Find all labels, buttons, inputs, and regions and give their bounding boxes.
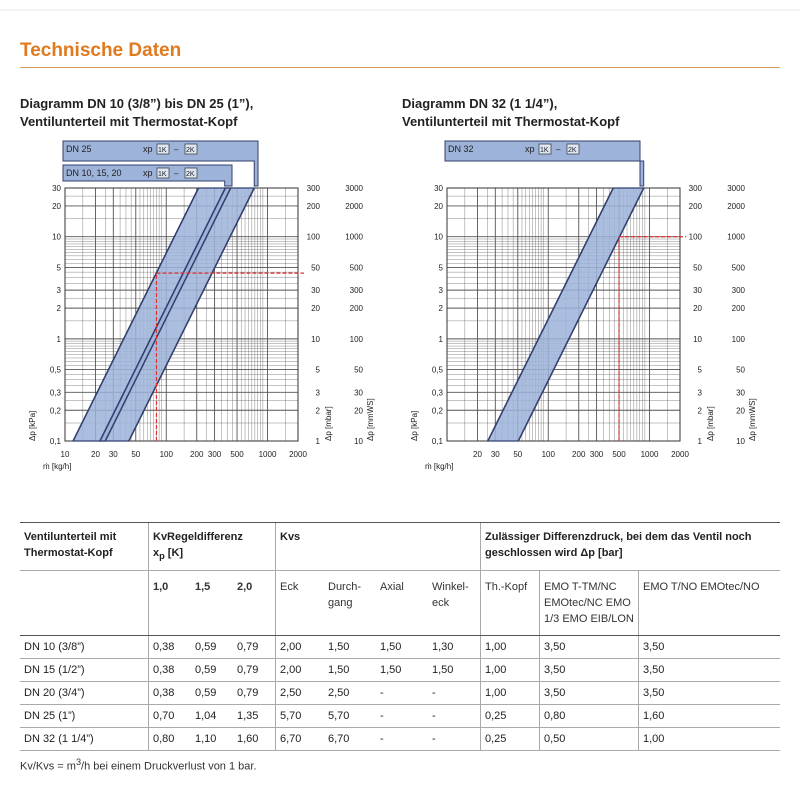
top-divider xyxy=(0,9,800,11)
diagram-2-title xyxy=(402,95,619,131)
legend-2k: 2K xyxy=(186,147,195,154)
legend-item xyxy=(63,165,232,186)
x-tick: 1000 xyxy=(258,450,277,459)
th-kv-line1: KvRegeldifferenz xyxy=(153,531,243,543)
y-tick-mmws: 100 xyxy=(731,334,745,344)
diagram-1-title-line1: Diagramm DN 10 (3/8”) bis DN 25 (1”), xyxy=(20,96,254,111)
y-tick-mbar: 100 xyxy=(688,232,702,242)
y-tick-kpa: 3 xyxy=(438,286,443,296)
cell-emo2: 3,50 xyxy=(639,659,781,682)
y-tick-kpa: 20 xyxy=(434,201,443,211)
y-axis-label-mbar: Δp [mbar] xyxy=(324,406,333,441)
y-tick-mbar: 20 xyxy=(311,304,320,314)
y-tick-mmws: 30 xyxy=(736,388,745,398)
sub-emo1: EMO T-TM/NC EMOtec/NC EMO 1/3 EMO EIB/LON xyxy=(540,571,639,636)
x-tick: 300 xyxy=(207,450,222,459)
diagram-1-title-line2: Ventilunterteil mit Thermostat-Kopf xyxy=(20,114,238,129)
y-axis-label-kpa: Δp [kPa] xyxy=(410,410,419,441)
legend-label: DN 10, 15, 20 xyxy=(66,168,122,178)
y-tick-kpa: 10 xyxy=(434,232,443,242)
cell-emo1: 3,50 xyxy=(540,636,639,659)
x-tick: 30 xyxy=(490,450,500,459)
band-edge-0 xyxy=(105,188,230,441)
y-tick-kpa: 20 xyxy=(52,201,61,211)
diagram-2-title-line1: Diagramm DN 32 (1 1/4”), xyxy=(402,96,558,111)
cell-name: DN 32 (1 1/4”) xyxy=(20,728,149,751)
y-tick-mmws: 100 xyxy=(349,334,363,344)
th-kv-sub: p xyxy=(159,551,165,562)
table-body xyxy=(20,636,780,751)
y-tick-mbar: 300 xyxy=(688,184,702,193)
y-tick-mmws: 300 xyxy=(731,286,745,296)
x-tick: 300 xyxy=(589,450,604,459)
table-row xyxy=(20,728,780,751)
y-tick-mmws: 300 xyxy=(349,286,363,296)
y-tick-mmws: 20 xyxy=(354,406,363,416)
cell-winkel: 1,30 xyxy=(428,636,481,659)
x-tick: 100 xyxy=(541,450,555,459)
y-tick-kpa: 2 xyxy=(438,304,443,314)
y-tick-kpa: 0,3 xyxy=(431,388,443,398)
cell-winkel: - xyxy=(428,682,481,705)
bands xyxy=(488,188,644,441)
y-tick-kpa: 0,1 xyxy=(49,437,61,446)
x-axis-label: ṁ [kg/h] xyxy=(43,462,72,471)
sub-emo2: EMO T/NO EMOtec/NO xyxy=(639,571,781,636)
th-kv-x: x xyxy=(153,547,160,559)
footnote-sup: 3 xyxy=(75,757,82,767)
cell-k20: 1,35 xyxy=(233,705,276,728)
y-tick-mmws: 2000 xyxy=(345,201,363,211)
y-tick-mbar: 2 xyxy=(315,406,320,416)
band-0 xyxy=(488,188,644,441)
x-tick: 20 xyxy=(473,450,482,459)
cell-k20: 0,79 xyxy=(233,682,276,705)
cell-k20: 0,79 xyxy=(233,659,276,682)
y-tick-kpa: 30 xyxy=(52,184,61,193)
y-tick-mbar: 1 xyxy=(697,437,702,446)
cell-th: 0,25 xyxy=(481,728,540,751)
cell-name: DN 20 (3/4”) xyxy=(20,682,149,705)
y-tick-mmws: 500 xyxy=(349,263,363,273)
y-tick-kpa: 0,5 xyxy=(431,365,443,375)
chart-dn32 xyxy=(400,130,800,480)
y-tick-mbar: 200 xyxy=(688,201,702,211)
y-tick-kpa: 0,3 xyxy=(49,388,61,398)
cell-eck: 6,70 xyxy=(276,728,325,751)
y-tick-mmws: 2000 xyxy=(727,201,745,211)
table-row xyxy=(20,682,780,705)
legend-label: DN 32 xyxy=(448,144,474,154)
cell-eck: 5,70 xyxy=(276,705,325,728)
band-edge-0 xyxy=(488,188,613,441)
x-tick: 500 xyxy=(230,450,244,459)
cell-durch: 1,50 xyxy=(324,659,376,682)
cell-k10: 0,70 xyxy=(149,705,192,728)
table-header-row xyxy=(20,523,780,571)
cell-durch: 5,70 xyxy=(324,705,376,728)
y-tick-kpa: 0,5 xyxy=(49,365,61,375)
x-tick: 10 xyxy=(60,450,70,459)
y-tick-mmws: 10 xyxy=(736,437,745,446)
y-tick-mbar: 30 xyxy=(311,286,320,296)
legend-dash: – xyxy=(556,145,561,154)
y-tick-kpa: 1 xyxy=(438,334,443,344)
legend-xp: xp xyxy=(143,168,153,178)
sub-eck: Eck xyxy=(276,571,325,636)
cell-durch: 1,50 xyxy=(324,636,376,659)
cell-k15: 0,59 xyxy=(191,636,233,659)
x-tick: 50 xyxy=(513,450,523,459)
cell-emo2: 3,50 xyxy=(639,682,781,705)
x-tick: 2000 xyxy=(671,450,689,459)
sub-k10: 1,0 xyxy=(149,571,192,636)
legend-2k: 2K xyxy=(186,171,195,178)
cell-k15: 0,59 xyxy=(191,659,233,682)
cell-th: 0,25 xyxy=(481,705,540,728)
y-tick-kpa: 0,2 xyxy=(431,406,443,416)
cell-axial: 1,50 xyxy=(376,659,428,682)
cell-durch: 2,50 xyxy=(324,682,376,705)
cell-emo2: 1,00 xyxy=(639,728,781,751)
y-tick-kpa: 0,1 xyxy=(431,437,443,446)
y-tick-mbar: 1 xyxy=(315,437,320,446)
x-tick: 50 xyxy=(131,450,141,459)
y-tick-mbar: 2 xyxy=(697,406,702,416)
y-tick-mmws: 50 xyxy=(736,365,745,375)
legend-1k: 1K xyxy=(158,147,167,154)
x-tick: 2000 xyxy=(289,450,307,459)
y-tick-mmws: 20 xyxy=(736,406,745,416)
y-tick-mmws: 3000 xyxy=(345,184,363,193)
x-tick: 200 xyxy=(572,450,586,459)
footnote xyxy=(20,757,257,773)
x-tick: 100 xyxy=(159,450,173,459)
table-row xyxy=(20,636,780,659)
y-tick-mbar: 5 xyxy=(315,365,320,375)
y-tick-kpa: 1 xyxy=(56,334,61,344)
axes xyxy=(410,184,757,471)
cell-k10: 0,38 xyxy=(149,659,192,682)
cell-th: 1,00 xyxy=(481,682,540,705)
x-tick: 30 xyxy=(108,450,118,459)
legend-1k: 1K xyxy=(540,147,549,154)
cell-k15: 0,59 xyxy=(191,682,233,705)
y-tick-kpa: 30 xyxy=(434,184,443,193)
y-axis-label-mbar: Δp [mbar] xyxy=(706,406,715,441)
cell-th: 1,00 xyxy=(481,636,540,659)
cell-eck: 2,00 xyxy=(276,636,325,659)
legend-dash: – xyxy=(174,169,179,178)
table-subheader-row xyxy=(20,571,780,636)
y-axis-label-kpa: Δp [kPa] xyxy=(28,410,37,441)
y-tick-mbar: 100 xyxy=(306,232,320,242)
diagram-1-title xyxy=(20,95,253,131)
cell-durch: 6,70 xyxy=(324,728,376,751)
y-tick-mbar: 30 xyxy=(693,286,702,296)
y-tick-kpa: 5 xyxy=(56,263,61,273)
sub-durchgang: Durch-gang xyxy=(324,571,376,636)
sub-winkeleck: Winkel-eck xyxy=(428,571,481,636)
y-tick-kpa: 5 xyxy=(438,263,443,273)
band-edge-0 xyxy=(518,188,643,441)
y-tick-mbar: 300 xyxy=(306,184,320,193)
cell-eck: 2,00 xyxy=(276,659,325,682)
legend-xp: xp xyxy=(143,144,153,154)
sub-thkopf: Th.-Kopf xyxy=(481,571,540,636)
y-axis-label-mmws: Δp [mmWS] xyxy=(366,398,375,441)
band-1 xyxy=(100,188,254,441)
legend-1k: 1K xyxy=(158,171,167,178)
y-tick-mmws: 1000 xyxy=(345,232,363,242)
cell-emo1: 3,50 xyxy=(540,682,639,705)
cell-winkel: 1,50 xyxy=(428,659,481,682)
section-title: Technische Daten xyxy=(20,40,182,61)
y-tick-mbar: 5 xyxy=(697,365,702,375)
sub-axial: Axial xyxy=(376,571,428,636)
th-kvs: Kvs xyxy=(276,523,481,571)
legend-dash: – xyxy=(174,145,179,154)
cell-eck: 2,50 xyxy=(276,682,325,705)
y-tick-mbar: 3 xyxy=(315,388,320,398)
cell-k15: 1,04 xyxy=(191,705,233,728)
y-tick-mbar: 10 xyxy=(693,334,702,344)
th-valve: Ventilunterteil mit Thermostat-Kopf xyxy=(20,523,149,571)
legend-label: DN 25 xyxy=(66,144,92,154)
cell-axial: - xyxy=(376,728,428,751)
section-rule xyxy=(20,67,780,68)
y-tick-mmws: 1000 xyxy=(727,232,745,242)
x-tick: 1000 xyxy=(640,450,659,459)
cell-axial: 1,50 xyxy=(376,636,428,659)
chart-dn10-25 xyxy=(0,130,400,480)
y-tick-kpa: 3 xyxy=(56,286,61,296)
x-tick: 20 xyxy=(91,450,100,459)
y-tick-mmws: 10 xyxy=(354,437,363,446)
footnote-pre: Kv/Kvs = m xyxy=(20,760,76,773)
x-tick: 500 xyxy=(612,450,626,459)
cell-emo1: 0,80 xyxy=(540,705,639,728)
cell-k20: 1,60 xyxy=(233,728,276,751)
sub-k20: 2,0 xyxy=(233,571,276,636)
y-tick-mbar: 50 xyxy=(693,263,702,273)
footnote-post: /h bei einem Druckverlust von 1 bar. xyxy=(81,760,257,773)
cell-winkel: - xyxy=(428,728,481,751)
legend-xp: xp xyxy=(525,144,535,154)
th-kv xyxy=(149,523,276,571)
sub-k15: 1,5 xyxy=(191,571,233,636)
legend-2k: 2K xyxy=(568,147,577,154)
cell-k10: 0,38 xyxy=(149,636,192,659)
cell-k15: 1,10 xyxy=(191,728,233,751)
cell-emo2: 1,60 xyxy=(639,705,781,728)
cell-k20: 0,79 xyxy=(233,636,276,659)
th-dp: Zulässiger Differenzdruck, bei dem das Ventil noch geschlossen wird Δp [bar] xyxy=(481,523,781,571)
diagram-2-title-line2: Ventilunterteil mit Thermostat-Kopf xyxy=(402,114,620,129)
cell-emo1: 3,50 xyxy=(540,659,639,682)
cell-name: DN 25 (1”) xyxy=(20,705,149,728)
y-tick-mmws: 30 xyxy=(354,388,363,398)
y-tick-kpa: 2 xyxy=(56,304,61,314)
y-tick-kpa: 10 xyxy=(52,232,61,242)
x-axis-label: ṁ [kg/h] xyxy=(425,462,454,471)
cell-emo1: 0,50 xyxy=(540,728,639,751)
cell-name: DN 15 (1/2”) xyxy=(20,659,149,682)
th-kv-unit: [K] xyxy=(167,547,184,559)
y-tick-mbar: 10 xyxy=(311,334,320,344)
table-row xyxy=(20,705,780,728)
y-tick-mmws: 200 xyxy=(349,304,363,314)
spec-table xyxy=(20,522,780,751)
cell-emo2: 3,50 xyxy=(639,636,781,659)
y-axis-label-mmws: Δp [mmWS] xyxy=(748,398,757,441)
y-tick-mmws: 200 xyxy=(731,304,745,314)
y-tick-mbar: 50 xyxy=(311,263,320,273)
y-tick-mmws: 3000 xyxy=(727,184,745,193)
cell-axial: - xyxy=(376,682,428,705)
cell-name: DN 10 (3/8”) xyxy=(20,636,149,659)
cell-axial: - xyxy=(376,705,428,728)
y-tick-mbar: 20 xyxy=(693,304,702,314)
y-tick-mbar: 200 xyxy=(306,201,320,211)
cell-th: 1,00 xyxy=(481,659,540,682)
y-tick-mbar: 3 xyxy=(697,388,702,398)
cell-k10: 0,38 xyxy=(149,682,192,705)
x-tick: 200 xyxy=(190,450,204,459)
y-tick-mmws: 50 xyxy=(354,365,363,375)
cell-k10: 0,80 xyxy=(149,728,192,751)
y-tick-mmws: 500 xyxy=(731,263,745,273)
table-row xyxy=(20,659,780,682)
cell-winkel: - xyxy=(428,705,481,728)
y-tick-kpa: 0,2 xyxy=(49,406,61,416)
legend-item xyxy=(445,141,644,186)
